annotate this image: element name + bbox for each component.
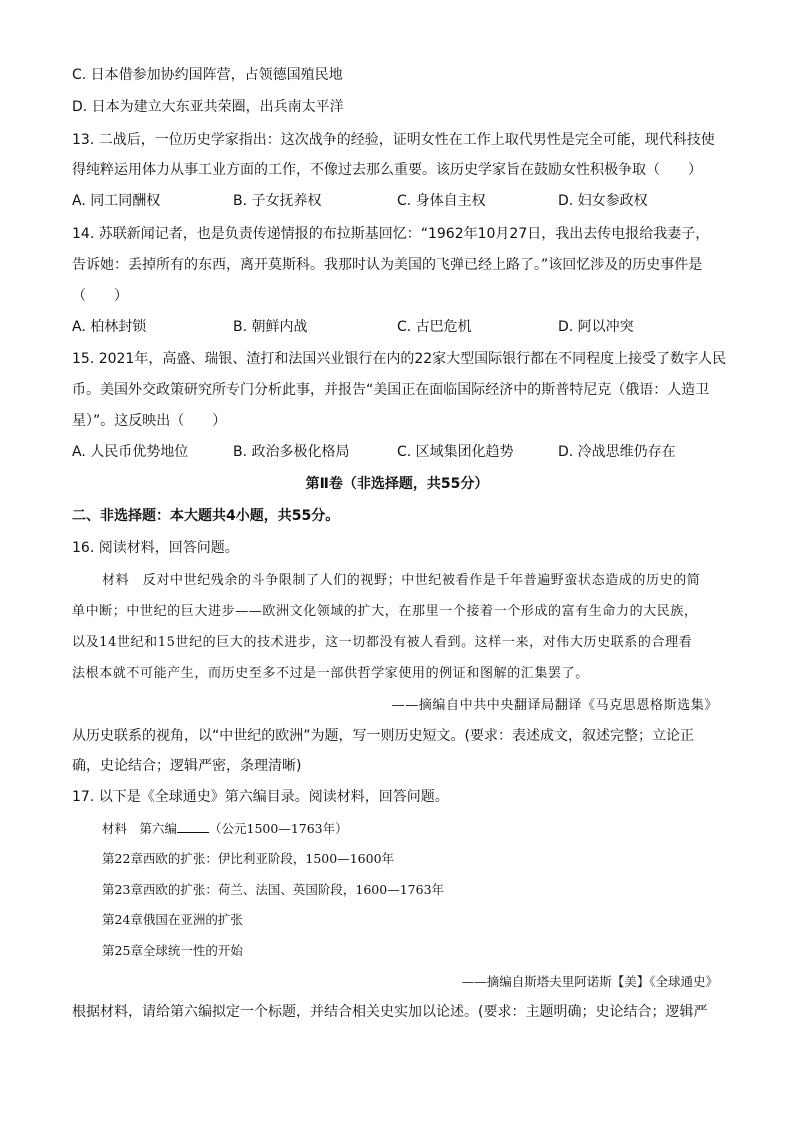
q17-chapter-23: 第23章西欧的扩张：荷兰、法国、英国阶段，1600—1763年 [102, 882, 445, 897]
q17-task-line1: 根据材料，请给第六编拟定一个标题，并结合相关史实加以论述。(要求：主题明确；史论结合；逻辑严 [72, 1004, 708, 1020]
q14-option-b: B. 朝鲜内战 [233, 319, 308, 335]
q16-intro: 16. 阅读材料，回答问题。 [72, 540, 239, 556]
q17-chapter-25: 第25章全球统一性的开始 [102, 943, 243, 958]
q16-source: ——摘编自中共中央翻译局翻译《马克思恩格斯选集》 [391, 698, 718, 713]
q16-material-line4: 法根本就不可能产生，而历史至多不过是一部供哲学家使用的例证和图解的汇集罢了。 [72, 666, 589, 681]
q14-stem-line3: （ ） [72, 288, 128, 304]
q15-option-c: C. 区域集团化趋势 [397, 444, 514, 460]
q17-material-prefix: 材料 第六编 [102, 821, 178, 836]
q13-stem-line2: 得纯粹运用体力从事工业方面的工作，不像过去那么重要。该历史学家旨在鼓励女性积极争取（ ） [72, 162, 702, 178]
q14-option-a: A. 柏林封锁 [72, 319, 147, 335]
q13-option-a: A. 同工同酬权 [72, 193, 161, 209]
q12-option-d: D. 日本为建立大东亚共荣圈，出兵南太平洋 [72, 99, 344, 115]
q12-option-c: C. 日本借参加协约国阵营，占领德国殖民地 [72, 67, 343, 83]
fill-blank [177, 820, 209, 833]
q16-material-line3: 以及14世纪和15世纪的巨大的技术进步，这一切都没有被人看到。这样一来，对伟大历史联系的合理看 [72, 635, 693, 650]
q15-option-d: D. 冷战思维仍存在 [558, 444, 676, 460]
q16-task-line1: 从历史联系的视角，以“中世纪的欧洲”为题，写一则历史短文。(要求：表述成文，叙述完整；立论正 [72, 728, 694, 744]
q14-stem-line2: 告诉她：丢掉所有的东西，离开莫斯科。我那时认为美国的飞弹已经上路了。”该回忆涉及的历史事件是 [72, 257, 703, 273]
q14-stem-line1: 14. 苏联新闻记者，也是负责传递情报的布拉斯基回忆：“1962年10月27日，我出去传电报给我妻子， [72, 226, 710, 242]
q15-option-b: B. 政治多极化格局 [233, 444, 350, 460]
q17-chapter-24: 第24章俄国在亚洲的扩张 [102, 912, 243, 927]
q15-option-a: A. 人民币优势地位 [72, 444, 189, 460]
q16-task-line2: 确，史论结合；逻辑严密，条理清晰) [72, 758, 302, 774]
q17-material-suffix: （公元1500—1763年） [209, 821, 348, 836]
section-title: 第Ⅱ卷（非选择题，共55分） [305, 476, 489, 492]
q16-material-line2: 单中断；中世纪的巨大进步——欧洲文化领域的扩大，在那里一个接着一个形成的富有生命力的大民族， [72, 604, 698, 619]
q13-option-c: C. 身体自主权 [397, 193, 486, 209]
q16-material-line1: 材料 反对中世纪残余的斗争限制了人们的视野；中世纪被看作是千年普遍野蛮状态造成的历史的简 [102, 573, 701, 588]
q13-option-b: B. 子女抚养权 [233, 193, 322, 209]
q17-source: ——摘编自斯塔夫里阿诺斯【美】《全球通史》 [461, 974, 718, 989]
q14-option-c: C. 古巴危机 [397, 319, 472, 335]
q15-stem-line3: 星）”。这反映出（ ） [72, 413, 227, 429]
q15-stem-line2: 币。美国外交政策研究所专门分析此事，并报告“美国正在面临国际经济中的斯普特尼克（俄语：人造卫 [72, 382, 710, 398]
q13-option-d: D. 妇女参政权 [558, 193, 648, 209]
q17-intro: 17. 以下是《全球通史》第六编目录。阅读材料，回答问题。 [72, 789, 449, 805]
q17-chapter-22: 第22章西欧的扩张：伊比利亚阶段，1500—1600年 [102, 851, 395, 866]
q15-stem-line1: 15. 2021年，高盛、瑞银、渣打和法国兴业银行在内的22家大型国际银行都在不同程度上接受了数字人民 [72, 351, 727, 367]
section-heading: 二、非选择题：本大题共4小题，共55分。 [72, 508, 340, 524]
q14-option-d: D. 阿以冲突 [558, 319, 634, 335]
q17-material-header [102, 819, 348, 839]
q13-stem-line1: 13. 二战后，一位历史学家指出：这次战争的经验，证明女性在工作上取代男性是完全可能，现代科技使 [72, 132, 715, 148]
